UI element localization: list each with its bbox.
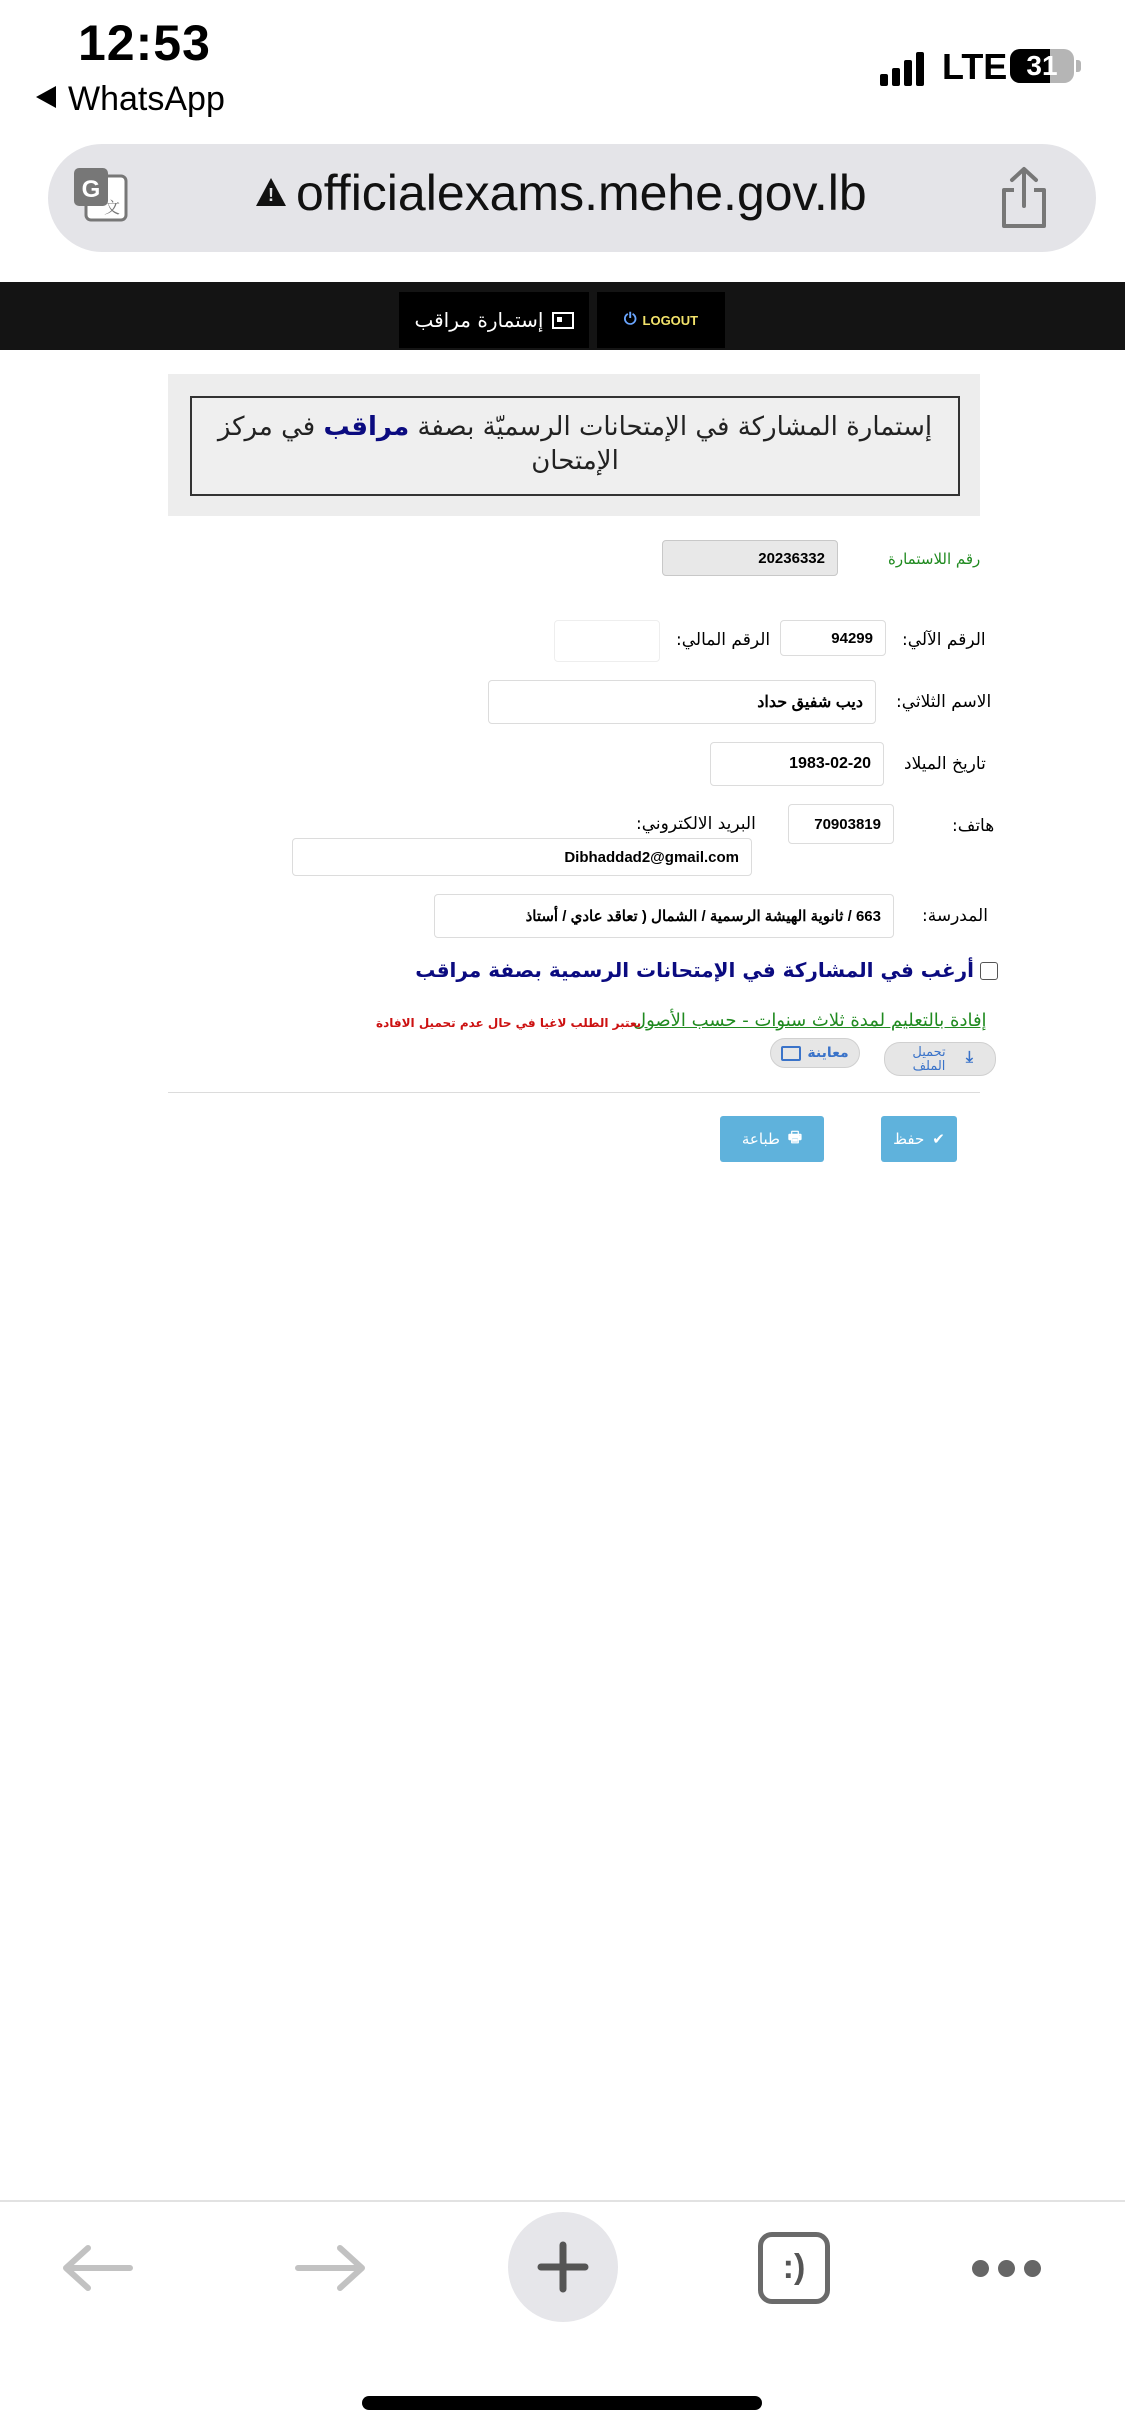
svg-text:G: G <box>81 176 101 203</box>
financial-number-label: الرقم المالي: <box>676 630 771 650</box>
share-icon[interactable] <box>996 166 1052 230</box>
print-button[interactable] <box>720 1116 824 1162</box>
upload-warning: يعتبر الطلب لاغيا في حال عدم تحميل الافادة <box>376 1016 642 1030</box>
battery-level: 31 <box>1026 50 1058 81</box>
school-label: المدرسة: <box>922 906 988 926</box>
network-type: LTE <box>942 46 1008 87</box>
email-field[interactable]: Dibhaddad2@gmail.com <box>292 838 752 876</box>
school-field[interactable]: 663 / ثانوية الهيشة الرسمية / الشمال ( تعاقد عادي / أستاذ <box>434 894 894 938</box>
financial-number-field[interactable] <box>554 620 660 662</box>
email-label: البريد الالكتروني: <box>636 814 756 834</box>
divider <box>168 1092 980 1093</box>
participate-row <box>168 956 1000 992</box>
tabs-button[interactable] <box>758 2232 830 2304</box>
participate-label[interactable]: أرغب في المشاركة في الإمتحانات الرسمية بصفة مراقب <box>415 958 974 982</box>
new-tab-button[interactable] <box>508 2212 618 2322</box>
title-highlight: مراقب <box>323 412 410 442</box>
check-icon: ✔ <box>932 1130 945 1148</box>
preview-label: معاينة <box>807 1045 849 1061</box>
tabs-label: :) <box>782 2248 806 2286</box>
teaching-certificate-link[interactable]: إفادة بالتعليم لمدة ثلاث سنوات - حسب الأصول <box>633 1010 987 1031</box>
monitor-icon <box>781 1046 801 1061</box>
battery-icon <box>1010 49 1074 83</box>
participate-checkbox[interactable] <box>980 962 998 980</box>
full-name-field[interactable]: ديب شفيق حداد <box>488 680 876 724</box>
more-icon[interactable] <box>972 2258 1044 2280</box>
home-indicator[interactable] <box>362 2396 762 2410</box>
title-part1: إستمارة المشاركة في الإمتحانات الرسميّة بصفة <box>417 412 933 442</box>
plus-icon <box>508 2212 618 2322</box>
signal-icon <box>880 50 928 86</box>
logout-button[interactable] <box>597 292 725 348</box>
form-number-field: 20236332 <box>662 540 838 576</box>
save-label: حفظ <box>893 1130 925 1148</box>
arrow-right-icon[interactable] <box>290 2240 370 2296</box>
download-icon: ⤓ <box>965 1047 973 1066</box>
id-card-icon <box>552 312 574 329</box>
toolbar-divider <box>0 2200 1125 2202</box>
url-text[interactable] <box>256 164 867 222</box>
upload-file-label: تحميل الملف <box>912 1045 946 1074</box>
url-label: officialexams.mehe.gov.lb <box>296 165 867 221</box>
birth-date-field[interactable]: 1983-02-20 <box>710 742 884 786</box>
back-app-label: WhatsApp <box>68 80 225 118</box>
warning-icon <box>256 178 286 206</box>
auto-number-label: الرقم الآلي: <box>902 630 986 650</box>
svg-text:文: 文 <box>103 198 121 217</box>
full-name-label: الاسم الثلاثي: <box>896 692 992 712</box>
preview-button[interactable] <box>770 1038 860 1068</box>
battery-nub <box>1076 60 1081 72</box>
print-label: طباعة <box>741 1130 780 1148</box>
birth-date-label: تاريخ الميلاد <box>904 754 986 774</box>
form-title <box>202 410 948 478</box>
save-button[interactable] <box>881 1116 957 1162</box>
printer-icon: 🖶 <box>787 1127 803 1146</box>
nav-form-label: إستمارة مراقب <box>414 308 544 332</box>
back-to-app-link[interactable] <box>36 80 225 119</box>
back-triangle-icon <box>36 86 56 108</box>
status-time: 12:53 <box>78 15 211 71</box>
power-icon: ⏻ <box>623 311 637 328</box>
nav-form-tab[interactable] <box>399 292 589 348</box>
translate-icon[interactable] <box>72 166 130 224</box>
title-part2: في مركز الإمتحان <box>217 412 619 476</box>
upload-file-button[interactable] <box>884 1042 996 1076</box>
form-number-label: رقم اللاستمارة <box>888 550 981 568</box>
form-title-box <box>190 396 960 496</box>
phone-field[interactable]: 70903819 <box>788 804 894 844</box>
auto-number-field[interactable]: 94299 <box>780 620 886 656</box>
logout-label: LOGOUT <box>642 312 699 328</box>
phone-label: هاتف: <box>952 816 995 836</box>
arrow-left-icon[interactable] <box>58 2240 138 2296</box>
